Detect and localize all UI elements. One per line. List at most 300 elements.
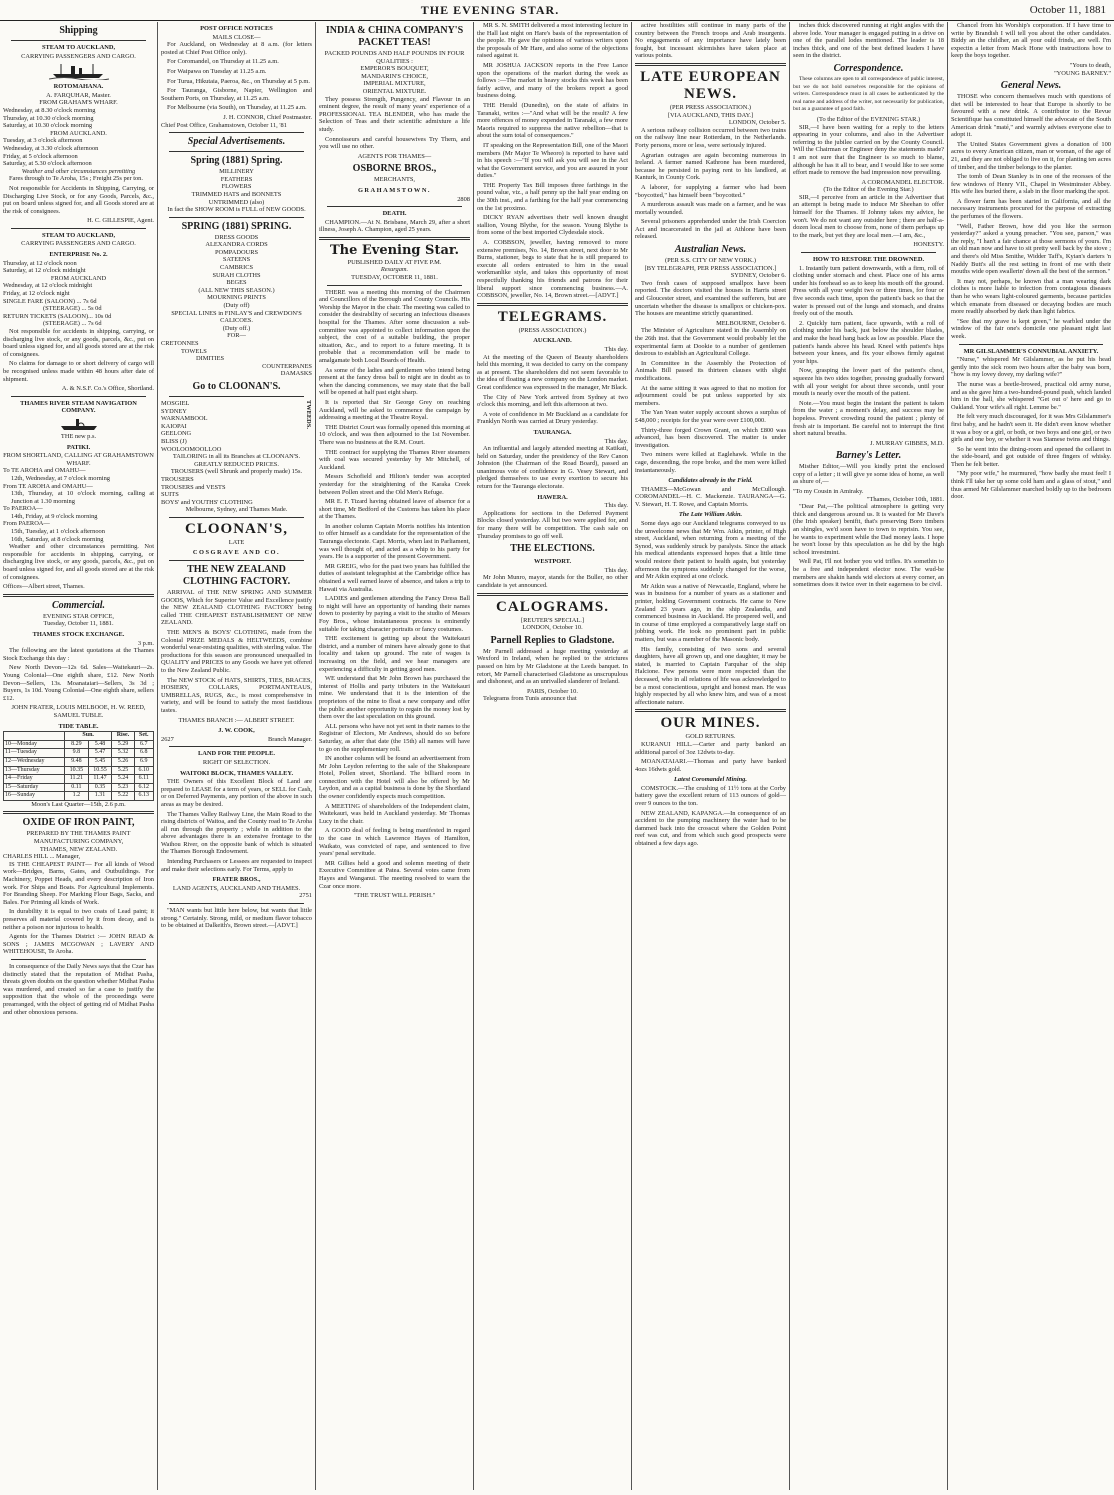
honesty: HONESTY. <box>913 241 944 249</box>
suits: SUITS <box>161 491 179 499</box>
mines-heading: OUR MINES. <box>660 715 761 732</box>
divider <box>11 40 146 41</box>
moon: Moon's Last Quarter—15th, 2.6 p.m. <box>31 800 126 808</box>
po-4: For Turua, Hikutaia, Paeroa, &c., on Thursday at 5 p.m. <box>167 77 310 85</box>
m-2: MOANATAIARI.—Thomas and party have banked 4ozs 16dwts gold. <box>635 758 786 773</box>
tide-cell: 9.8 <box>65 749 89 758</box>
tide-body <box>4 740 154 800</box>
fares: Fares through to Te Aroha, 15s ; Freight 25s per ton. <box>9 175 143 183</box>
nz-text: ARRIVAL of THE NEW SPRING AND SUMMER GOODS, Which for Superior Value and Excellence justify the NEW ZEALAND CLOTHING FACTORY being called THE CHEAPEST ESTABLISHMENT OF NEW ZEALAND. <box>161 589 312 627</box>
a-3: In Committee in the Assembly the Protection of Animals Bill passed its thirteen clauses with slight modifications. <box>635 359 786 382</box>
l-4: A murderous assault was made on a farmer, and he was mortally wounded. <box>635 201 786 216</box>
tea-ref: 2808 <box>457 195 470 203</box>
tea-text: They possess Strength, Pungency, and Flavour in an eminent degree, the result of many years' experience of a PROFESSIONAL TEA BLENDER, who has made the Selection of Teas and their scientific admixture a life study. <box>319 95 470 133</box>
atkin-heading: The Late William Atkin. <box>678 511 743 519</box>
tide-cell: 6.11 <box>134 775 153 784</box>
masthead <box>0 0 1114 21</box>
tweed-item: KAIOPAI <box>161 422 187 430</box>
this-day: This day. <box>604 566 628 574</box>
tide-col-sun: Sun. <box>65 732 112 741</box>
g-2: The United States Government gives a donation of 100 acres to every American citizen, man or woman, of the age of 21, and they are not obliged to live on it, for planting ten acres of timber, and the timber belongs to the planter. <box>951 140 1111 171</box>
a-5: The Yan Yean water supply account shows a surplus of £48,000 ; receipts for the year were over £100,000. <box>635 409 786 424</box>
dep-1: Wednesday, at 8.30 o'clock morning <box>3 106 96 114</box>
tea-heading: INDIA & CHINA COMPANY'S PACKET TEAS! <box>325 25 464 48</box>
tide-cell: 10.55 <box>88 766 112 775</box>
c-1: THAMES—McGowan and McCullough. COROMANDEL—H. C. Mackenzie. TAURANGA—G. V. Stewart, H. T. Rowe, and Captain Morris. <box>635 485 786 508</box>
tide-cell: 5.47 <box>88 749 112 758</box>
patiki: PATIKI. <box>66 443 91 451</box>
branch-row <box>161 736 312 744</box>
b-1: Misther Editor,—Will you kindly print the enclosed copy of a letter ; it will give ye some idea of home, as well as shure of,— <box>793 463 944 486</box>
trimmed: TRIMMED HATS and BONNETS <box>191 190 282 198</box>
tide-col-set: Set. <box>134 732 153 741</box>
tide-row <box>4 775 154 784</box>
barney-heading: Barney's Letter. <box>835 450 902 462</box>
tide-cell: 5.45 <box>88 757 112 766</box>
tide-cell: 14—Friday <box>4 775 65 784</box>
corr-notice: These columns are open to all correspondence of public interest, but we do not hold ourselves responsible for the opinions of writers. Correspondence must in all cases be authenticated by the real name and address of the writer, not necessarily for publication, but as a guarantee of good faith. <box>793 75 944 113</box>
para-10: LADIES and gentlemen attending the Fancy Dress Ball to night will have an opportunity of handing their names down to posterity by paying a visit to the studio of Messrs Foy Bros., whose instantaneous process is eminently suitable for taking character portraits or fancy costumes. <box>319 595 470 633</box>
tide-cell: 10—Monday <box>4 740 65 749</box>
para-4: THE District Court was formally opened this morning at 10 o'clock, and was then adjourned to the 1st November. There was no business at the R.M. Court. <box>319 423 470 446</box>
columns <box>0 22 1114 1490</box>
this-day: This day. <box>604 345 628 353</box>
mens: THE MEN'S & BOYS' CLOTHING, made from the Colonial PRIZE MEDALS & HELTWEEDS, combine wonderful wear-resisting qualities, with sterling value. The productions for this season are pronounced unequalled in QUALITY and PRICES to any Goods we have yet offered to the New Zealand Public. <box>161 629 312 674</box>
single-steerage: (STEERAGE) ... 5s 0d <box>43 305 102 313</box>
goods-item: BEGES <box>226 279 247 287</box>
master: A. FARQUHAR, Master. <box>46 91 111 99</box>
tide-cell: 5.23 <box>112 783 134 792</box>
tea-1: EMPEROR'S BOUQUET, <box>360 65 429 73</box>
l-3: A laborer, for supplying a farmer who had been "boycotted," has himself been "boycotted." <box>635 183 786 199</box>
divider <box>635 63 786 66</box>
a-4: At the same sitting it was agreed to that no motion for adjournment could be put unless supported by six members. <box>635 384 786 407</box>
para-1: active hostilities still continue in many parts of the country between the French troops and Arab insurgents. No engagements of any importance have lately been fought, but incessant skirmishes have taken place at various points. <box>635 22 786 60</box>
goto-cloonans: Go to CLOONAN'S. <box>192 380 281 392</box>
boys: BOYS' and YOUTHS' CLOTHING <box>161 498 253 506</box>
comm-date: Tuesday, October 11, 1881. <box>43 620 114 628</box>
frater: FRATER BROS., <box>212 876 261 884</box>
divider <box>11 396 146 397</box>
received: [VIA AUCKLAND, THIS DAY.] <box>667 111 754 119</box>
tide-cell: 13—Thursday <box>4 766 65 775</box>
tide-cell: 6.13 <box>134 792 153 801</box>
paper-date: TUESDAY, OCTOBER 11, 1881. <box>351 274 438 282</box>
from-auckland: FROM AUCKLAND. <box>50 129 107 137</box>
po-2: For Coromandel, on Thursday at 11.25 a.m. <box>167 58 279 66</box>
waitoki: WAITOKI BLOCK, THAMES VALLEY. <box>179 769 294 777</box>
yours: "Yours to death, <box>1069 61 1111 69</box>
arr-2: Wednesday, at 3.30 o'clock afternoon <box>3 144 99 152</box>
g-9: The nurse was a beetle-browed, practical old army nurse, and as she gave him a two-hundred-pound push, which landed him in the hall, she whispered "Get out o' here and go to Oakland. Your wife's all right. Lemme be." <box>951 380 1111 411</box>
merchants: MERCHANTS, <box>373 176 415 184</box>
for-label: FOR— <box>227 332 246 340</box>
ref2: 2751 <box>299 892 312 900</box>
col3-bottom: "THE TRUST WILL PERISH." <box>353 892 436 900</box>
para-1: THERE was a meeting this morning of the Chairmen and Councillors of the Borough and County Councils. His Worship the Mayor in the chair. The meeting was called to consider the desirability of securing an infectious diseases hospital for the Thames. After some discussion a sub-committee was appointed to collect information upon the subject, the cost of a suitable building, the proper situation, &c., and to report to a future meeting. It is probable that a recommendation will be made to amalgamate both Local Boards of Health. <box>319 288 470 364</box>
ent-notice: Not responsible for accidents in shipping, carrying, or discharging live stock, or any goods, parcels, &c., put on board unless signed for, and all goods stored are at the risk of consignees. <box>3 328 154 358</box>
column-1 <box>0 22 158 1490</box>
masthead-date: October 11, 1881 <box>1029 4 1106 16</box>
this-day: This day. <box>604 502 628 510</box>
tea-2: MANDARIN'S CHOICE, <box>361 72 428 80</box>
patiki-offices: Offices—Albert street, Thames. <box>3 583 85 591</box>
spring-heading: Spring (1881) Spring. <box>190 155 283 167</box>
tide-col-rise: Rise. <box>112 732 134 741</box>
a-7: Two miners were killed at Eaglehawk. While in the cage, descending, the rope broke, and the men were killed instantaneously. <box>635 451 786 474</box>
para-12: WE understand that Mr John Brown has purchased the interest of Hollis and party tributers in the Waitekauri mine. We understand that it is the intention of the proprietors of the mine to float a new company and offer the public another opportunity to regain the money lost by them over the last speculation on this ground. <box>319 675 470 721</box>
a-6: Thirty-three forged Crown Grant, on which £800 was advanced, has been discovered. The matter is under investigation. <box>635 426 786 449</box>
tauranga-heading: TAURANGA. <box>533 428 572 436</box>
patiki-notice: Weather and other circumstances permitting. Not responsible for accidents in shipping, carrying, or discharging live stock, or any goods, parcels, &c., put on board unless signed for, and all goods stored are at the risk of consignees. <box>3 543 154 581</box>
stock-sales: New North Devon—12s 6d. Sales—Waitekauri—2s. Young Colonial—One eighth share, £12. New North Devon—Sellers, 13s. Moanataiari—Sellers, 3s 3d ; Buyers, 1s 10d. Young Colonial—One eighth share, sellers £12. <box>3 664 154 702</box>
column-3 <box>316 22 474 1490</box>
para-1: MR S. N. SMITH delivered a most interesting lecture in the Hall last night on Hare's basis of the representation of the people. He gave the opinions of various writers upon the proposals of Mr Hare, and also some of the objections raised against it. <box>477 22 628 60</box>
showroom: In fact the SHOW ROOM is FULL of NEW GOODS. <box>167 206 306 214</box>
para-1: inches thick discovered running at right angles with the above lode. Your manager is engaged putting in a drive on one of the parallel lodes mentioned. The leader is 18 inches thick, and one of the best defined leaders I have seen in the district. <box>793 22 944 60</box>
l-2: Agrarian outrages are again becoming numerous in Ireland. A farmer named Kathrone has been murdered, because he persisted in paying rent to his landlord, at Kanturk, in County Cork. <box>635 151 786 182</box>
tide-header-row <box>4 732 154 741</box>
para-7: A. COBBSON, jeweller, having removed to more extensive premises, No. 14, Brown street, next door to Mr Burns, stationer, begs to state that he is still prepared to execute all orders entrusted to him in the usual workmanlike style, and takes this opportunity of most respectfully thanking his friends and patrons for their liberal support since commencing business.—A. COBBSON, jeweller, No. 14, Brown street.—[ADVT.] <box>477 239 628 300</box>
land-heading: LAND FOR THE PEOPLE. <box>198 750 275 758</box>
tide-cell: 6.10 <box>134 766 153 775</box>
oxide-place: THAMES, NEW ZEALAND. <box>39 845 118 853</box>
col2-bottom: "MAN wants but little here below, but wants that little strong." Certainly. Strong, mild, or medium flavor tobacco to be obtained at Dalkeith's, Brown street.—[ADVT.] <box>161 907 312 930</box>
m-3: COMSTOCK.—The crushing of 11½ tons at the Corby battery gave the excellent return of 113 ounces of gold—over 9 ounces to the ton. <box>635 784 786 808</box>
new-stock: The NEW STOCK of HATS, SHIRTS, TIES, BRACES, HOSIERY, COLLARS, PORTMANTEAUS, UMBRELLAS, RUGS, &c., is most comprehensive in variety, and will be found to satisfy the most fastidious tastes. <box>161 676 312 714</box>
hawera-heading: HAWERA. <box>537 493 568 501</box>
melb: Melbourne, Sydney, and Thames Made. <box>185 506 288 514</box>
paper-title: The Evening Star. <box>329 242 460 258</box>
po-6: For Melbourne (via South), on Thursday, at 11.25 a.m. <box>167 104 307 112</box>
tide-cell: 8.29 <box>65 740 89 749</box>
col1-bottom: In consequence of the Daily News says that the Czar has distinctly stated that the reputation of Midhat Pasha, threats given doubts on the question whether Midhat Pasha was murdered, and created so far a case to justify the supposition that the whole of the proceedings were prearranged, with the object of getting rid of Midhat Pasha and other obnoxious persons. <box>3 962 154 1016</box>
goods-item: DRESS GOODS <box>214 233 259 241</box>
mourning: MOURNING PRINTS <box>207 294 266 302</box>
flowers: FLOWERS <box>221 183 252 191</box>
para-9: MR GREIG, who for the past two years has fulfilled the duties of assistant telegraphist at the Cambridge office has obtained a well earned leave of absence, and takes a trip to Hawaii via Australia. <box>319 562 470 593</box>
tel-5: Applications for sections in the Deferred Payment Blocks closed yesterday. All but two were applied for, and for many there will be competition. The cash sale on Thursday promises to go off well. <box>477 509 628 540</box>
right: RIGHT OF SELECTION. <box>202 758 271 766</box>
london-dateline: LONDON, October 10. <box>522 624 583 632</box>
arr-1: Tuesday, at 3 o'clock afternoon <box>3 137 83 145</box>
commercial-heading: Commercial. <box>51 599 106 611</box>
column-4 <box>474 22 632 1490</box>
para-3: It is reported that Sir George Grey on reaching Auckland, will be asked to commence the campaign by addressing a meeting at the Theatre Royal. <box>319 398 470 422</box>
para-16: A GOOD deal of feeling is being manifested in regard to the case in which Lawrence Hayes of Hamilton, Waikato, was convicted of rape, and sentenced to five years' penal servitude. <box>319 827 470 858</box>
trousers2: TROUSERS <box>161 475 194 483</box>
b-4: "Dear Pat,—The political atmosphere is getting very thick and dangerous around us. It is wasted for Mr Dave's (the Irish speaker) benifit, that's preserving Boro timbers an shingles, we'd soon have to town to reprisin. You see, he wants to experiment while the Dad money lasts. I hope he won't loose by this speculation as he did by the high school investmint. <box>793 503 944 556</box>
oxide-agents: Agents for the Thames District :— JOHN READ & SONS ; JAMES MCGOWAN ; LAVERY AND WHITEHOUSE, Te Aroha. <box>3 933 154 956</box>
divider <box>169 903 304 904</box>
ent-claims: No claims for damage to or short delivery of cargo will be recognised unless made within 48 hours after date of shipment. <box>3 360 154 383</box>
duty: (Duty off) <box>223 302 250 310</box>
m-1: KURANUI HILL.—Carter and party banked an additional parcel of 3oz 12dwts to-day. <box>635 740 786 756</box>
para-4: IT speaking on the Representation Bill, one of the Maori members (Mr Major Te Wheoro) is reported to have said in his speech :—"If you will ask you will see in the Act what the Government service, and you are assured in your duties." <box>477 141 628 180</box>
po-1: For Auckland, on Wednesday at 8 a.m. (for letters posted at Chief Post Office only). <box>161 41 312 56</box>
tide-cell: 6.8 <box>134 749 153 758</box>
divider <box>3 594 154 597</box>
divider <box>169 132 304 133</box>
late: LATE <box>228 538 245 546</box>
tide-cell: 11—Tuesday <box>4 749 65 758</box>
tel-8: Telegrams from Tunis announce that <box>483 695 577 703</box>
po-5: For Tauranga, Gisborne, Napier, Wellington and Southern Ports, on Thursday, at 11.25 a.m. <box>161 87 312 102</box>
steam2-heading: STEAM TO AUCKLAND, <box>41 231 116 239</box>
corr-1: SIR,—I have been waiting for a reply to the letters appearing in your columns, and also in the Advertiser referring to the jubilee carried on by the County Council. Will the Chairman or Engineer deny the statements made? I am not sure that the Engineer is so much to blame, although he has it all to bear, and I would like to see some effort made to remove the bad impression now prevailing. <box>793 123 944 177</box>
patiki-2: 12th, Wednesday, at 7 o'clock morning <box>11 474 110 482</box>
m-4: NEW ZEALAND, KAPANGA.—In consequence of an accident to the pumping machinery the water had to be dammed back into the crosscut where the Golden Point reef was cut, and from which such good prospects were obtained a few days ago. <box>635 809 786 848</box>
para-6: DICKY RYAN advertises their well known draught stallion, Young Blythe, for the season. Young Blythe is from some of the best imported Clydesdale stock. <box>477 214 628 237</box>
goods-item: SATEENS <box>222 256 251 264</box>
column-5 <box>632 22 790 1490</box>
tide-cell: 5.24 <box>112 775 134 784</box>
g-11: So he went into the dining-room and opened the cellaret in the side-board, and got outside of three fingers of whisky. Then he felt better. <box>951 445 1111 468</box>
tide-row <box>4 766 154 775</box>
corr-2: SIR,—I perceive from an article in the Advertiser that an attempt is being made to induce Mr Sheehan to offer himself for the Thames. If Johnny takes my advice, he won't. We do not want any outsider here ; there are half-a-dozen local men to choose from, none of them perhaps up to the mark, but yet they are local men.—I am, &c., <box>793 193 944 239</box>
divider <box>169 517 304 518</box>
oxide-manager: CHARLES HILL ... Manager, <box>3 853 81 861</box>
dimities: DIMITIES <box>196 355 225 363</box>
tide-cell: 5.29 <box>112 740 134 749</box>
coro-heading: Latest Coromandel Mining. <box>674 776 747 784</box>
special-heading: Special Advertisements. <box>187 136 286 148</box>
tel-3: A vote of confidence in Mr Buckland as a candidate for Franklyn North was carried at Drury yesterday. <box>477 410 628 426</box>
l-5: Several prisoners apprehended under the Irish Coercion Act and incarcerated in the jail at Athlone have been released. <box>635 218 786 241</box>
patiki-4: 13th, Thursday, at 10 o'clock morning, calling at Junction at 1.30 morning <box>11 490 154 505</box>
tweed-item: MOSGIEL <box>161 399 190 407</box>
corr-heading: Correspondence. <box>833 62 904 74</box>
cosgrave: COSGRAVE AND CO. <box>192 549 281 557</box>
waitoki-text2: The Thames Valley Railway Line, the Main Road to the rising districts of Waitoa, and the County road to Te Aroha all run through the property ; while in addition to the above advantages there is an extensive frontage to the Waihou River, on the opposite bank of which is situated the Thames Borough Endowment. <box>161 810 312 856</box>
g-8: "Nurse," whispered Mr Gilslammer, as he put his head gently into the sick room two hours after the baby was born, "how is my lovey dovey, my darling wife?" <box>951 356 1111 379</box>
divider <box>3 811 154 814</box>
patiki-from: FROM SHORTLAND, CALLING AT GRAHAMSTOWN WHARF. <box>3 452 154 467</box>
tide-cell: 6.12 <box>134 783 153 792</box>
divider <box>327 285 462 286</box>
spring2-heading: SPRING (1881) SPRING. <box>181 220 292 232</box>
oxide-text: IS THE CHEAPEST PAINT— For all kinds of Wood work—Bridges, Barns, Gates, and Outbuildings. For Machinery, Poppet Heads, and every description of Iron work. For Ships and Boats. For Agricultural Implements. For Branding Sheep. For Marking Flour Bags, Sacks, and Bales. For Priming all kinds of Work. <box>3 860 154 906</box>
press-association: (PRESS ASSOCIATION.) <box>518 326 587 334</box>
column-6 <box>790 22 948 1490</box>
tide-row <box>4 740 154 749</box>
damasks: DAMASKS <box>280 370 312 378</box>
death-text: CHAMPION.—At N. Brisbane, March 29, after a short illness, Joseph A. Champion, aged 25 years. <box>319 218 470 234</box>
elections-heading: THE ELECTIONS. <box>510 543 595 555</box>
paris-dateline: PARIS, October 10. <box>527 687 578 695</box>
tel-1: At the meeting of the Queen of Beauty shareholders held this morning, it was decided to carry on the company as at present. The shareholders did not seem favorable to the idea of floating a new company on the London market. Great confidence was expressed in the manager, Mr Black. <box>477 353 628 391</box>
tide-row <box>4 749 154 758</box>
tide-cell: 11.21 <box>65 775 89 784</box>
london-dateline: LONDON, October 5. <box>728 119 786 127</box>
goods-item: ALEXANDRA CORDS <box>205 241 268 249</box>
auckland-heading: AUCKLAND. <box>533 337 572 345</box>
tel-6: Mr John Munro, mayor, stands for the Buller, no other candidate is yet announced. <box>477 574 628 589</box>
divider <box>477 303 628 306</box>
column-2 <box>158 22 316 1490</box>
millinery: MILLINERY <box>219 168 254 176</box>
cretonnes: CRETONNES <box>161 340 199 347</box>
tide-cell: 6.9 <box>134 757 153 766</box>
westport-heading: WESTPORT. <box>533 558 572 566</box>
dep-2: Thursday, at 10.30 o'clock morning <box>3 114 94 122</box>
tweeds-block <box>161 400 312 453</box>
g-3: The tomb of Dean Stanley is in one of the recesses of the few windows of Henry VII., Chapel in Westminster Abbey. His wife lies buried there, a slab in the floor marking the spot. <box>951 173 1111 196</box>
divider <box>169 396 304 397</box>
press: (PER PRESS ASSOCIATION.) <box>669 103 752 111</box>
goods-item: POMPADOURS <box>214 248 259 256</box>
po-3: For Waipawa on Tuesday at 11.25 a.m. <box>167 67 267 75</box>
po-heading: POST OFFICE NOTICES <box>200 25 273 32</box>
tide-cell: 16—Sunday <box>4 792 65 801</box>
patiki-3: From TE AROHA and OMAHU— <box>3 482 93 490</box>
column-7 <box>948 22 1114 1490</box>
divider <box>635 709 786 712</box>
brokers: JOHN FRATER, LOUIS MELBOOE, H. W. REED, SAMUEL TUBLE. <box>11 704 146 719</box>
goods-item: SURAH CLOTHS <box>212 271 261 279</box>
g-5: "Well, Father Brown, how did you like the sermon yesterday?" asked a young preacher. "You see, parson," was the reply, "I han't a fair chance at those sermons of yours. I'm an old man now and have to sit pretty well back by the stove ; and there's old Miss Smithe, Widder Taff's, Kyian's darters 'n Naddy Butt's all the rest setting in front of me with their mouths wide open swallerin' down all the best of the sermon." <box>951 222 1111 276</box>
tide-cell: 9.48 <box>65 757 89 766</box>
divider <box>169 217 304 218</box>
notice: Not responsible for Accidents in Shipping, Carrying, or Discharging Live Stock, or for any Goods, Parcels, &c., put on board unless signed for, and all Goods stored are at the risk of consignees. <box>3 184 154 215</box>
osborne: OSBORNE BROS., <box>352 163 437 175</box>
arr-3: Friday, at 5 o'clock afternoon <box>3 152 78 160</box>
r-3: Now, grasping the lower part of the patient's chest, squeeze his two sides together, pressing gradually forward with all your weight for about three seconds, until your mouth is nearly over the mouth of the patient. <box>793 367 944 398</box>
trousers3: TROUSERS and VESTS <box>161 483 226 491</box>
divider <box>11 228 146 229</box>
para-2: As some of the ladies and gentlemen who intend being present at the fancy dress ball to night are in doubt as to when the dancing commences, we may state that the ball will be opened at half past eight sharp. <box>319 366 470 397</box>
para-14: IN another column will be found an advertisement from Mr John Leydon referring to the sale of the Shakespeare Hotel, Pollen street, Shortland. The billiard room in connection with the Hotel will also be offered by Mr Leydon, and as a capital business is done by the Shortland the owner confidently expects much competition. <box>319 755 470 801</box>
agent: H. C. GILLESPIE, Agent. <box>87 217 154 225</box>
per-ship: (PER S.S. CITY OF NEW YORK.) <box>664 257 756 265</box>
australian-heading: Australian News. <box>674 244 747 256</box>
tailoring: TAILORING in all its Branches at CLOONAN'S. <box>172 453 301 461</box>
telegrams-heading: TELEGRAMS. <box>497 308 608 325</box>
waitoki-text3: Intending Purchasers or Lessees are requested to inspect and make their selections early. For Terms, apply to <box>161 858 312 873</box>
g-1: THOSE who concern themselves much with questions of diet will be interested to hear that Europe is shortly to be favoured with a new drink. A contributor to the Revue Scientifique has constituted himself the advocate of the South American drink "maté," and warmly advises everyone else to adopt it. <box>951 93 1111 139</box>
divider <box>959 344 1103 345</box>
parnell-heading: Parnell Replies to Gladstone. <box>490 634 615 646</box>
gibbes: J. MURRAY GIBBES, M.D. <box>870 439 944 447</box>
tea-text2: Connoisseurs and careful housewives Try Them, and you will use no other. <box>319 135 470 151</box>
a-1: Two fresh cases of supposed smallpox have been reported. The doctors visited the houses in Harris street and Gloucester street, and examined the sufferers, but are uncertain whether the disease is smallpox or chicken-pox. The houses are meantime strictly quarantined. <box>635 279 786 318</box>
ent-2: Saturday, at 12 o'clock midnight <box>3 267 86 275</box>
para-5: THE Property Tax Bill imposes three farthings in the pound value, viz., a half penny up the half year ending on the 30th inst., and a farthing for the half year commencing on the 1st proximo. <box>477 181 628 212</box>
steam2-sub: CARRYING PASSENGERS AND CARGO. <box>21 240 136 248</box>
tide-cell: 5.26 <box>112 757 134 766</box>
young-barney: "YOUNG BARNEY." <box>1054 69 1111 77</box>
branch-mgr: Branch Manager. <box>267 735 312 743</box>
w-3: His family, consisting of two sons and several daughters, have all grown up, and one daughter, it may be stated, is married to Captain Farquhar of the ship Halcione. Few persons were more respected than the deceased, who in all relations of life was acknowledged to be a most conscientious, upright and honest man. He was highly respected by all who knew him, and was of a most affectionate nature. <box>635 645 786 706</box>
divider <box>11 959 146 960</box>
tide-cell: 5.22 <box>112 792 134 801</box>
late-european-heading: LATE EUROPEAN NEWS. <box>640 68 781 102</box>
general-heading: General News. <box>1000 80 1062 92</box>
cities-list <box>161 400 304 453</box>
tide-cell: 6.7 <box>134 740 153 749</box>
stock-heading: THAMES STOCK EXCHANGE. <box>32 631 125 638</box>
divider <box>801 252 936 253</box>
ent-1: Thursday, at 12 o'clock noon <box>3 259 77 267</box>
para-3: THE Herald (Dunedin), on the state of affairs in Taranaki, writes :—"And what will be the result? A few more offences of money expended in Taranaki, a few more Maoris required to suppress the native rebellion—that is about the sum total of consequences." <box>477 101 628 140</box>
para-2: MR JOSHUA JACKSON reports in the Free Lance upon the operations of the market during the week as follows :—The market in heavy stocks this week has been fairly active, and many of the brokers report a good business doing. <box>477 61 628 100</box>
para-6: Messrs Schofield and Hilton's tender was accepted yesterday for the straightening of the Karaka Creek between Pollen street and the Old Men's Refuge. <box>319 473 470 496</box>
w-2: Mr Atkin was a native of Newcastle, England, where he was in business for a number of years as a stationer and printer, holding Government contracts. He came to New Zealand 23 years ago, in the ship Zealandia, and commenced business in Auckland. He prospered well, and in course of time employed a comparatively large staff on jobbing work. He took no prominent part in public matters, but was a member of the Masonic body. <box>635 582 786 643</box>
tide-heading: TIDE TABLE. <box>58 722 99 730</box>
ent-agent: A. & N.S.F. Co.'s Office, Shortland. <box>61 385 154 393</box>
melb-dateline: MELBOURNE, October 6. <box>716 319 786 327</box>
enterprise: ENTERPRISE No. 2. <box>49 251 108 259</box>
tel-4: An influential and largely attended meeting at Katikati, held on Saturday, under the presidency of the Rev Canon Johnston (the Chairman of the Road Board), passed an unanimous vote of confidence in G. Vesey Stewart, and pledged themselves to use every exertion to secure his return for the Tauranga electorate. <box>477 445 628 491</box>
reuter: [REUTER'S SPECIAL.] <box>521 616 584 624</box>
mails-close: MAILS CLOSE— <box>212 33 261 41</box>
patiki-7: From PAEROA— <box>3 520 50 528</box>
steamship-icon <box>49 62 109 80</box>
goods-item: CAMBRICS <box>219 264 254 272</box>
duty2: (Duty off.) <box>222 324 251 332</box>
tide-cell: 15—Saturday <box>4 783 65 792</box>
tide-cell: 5.32 <box>112 749 134 758</box>
patiki-8: 15th, Tuesday, at 1 o'clock afternoon <box>11 528 105 536</box>
sydney-dateline: SYDNEY, October 6. <box>730 272 786 280</box>
para-17: MR Gillies held a good and solemn meeting of their Executive Committee at Patea. Several votes came from Hayes and Wanganui. The meeting resolved to warn the Czar once more. <box>319 859 470 890</box>
weather-note: Weather and other circumstances permitting <box>21 167 136 175</box>
para-11: THE excitement is getting up about the Waitekauri district, and a number of miners have already gone to that locality and taken up ground. The rate of wages is increasing on the field, and we hear managers are experiencing a difficulty in getting good men. <box>319 635 470 673</box>
tweeds-label: TWEEDS. <box>305 399 312 429</box>
new-pa: THE new p.s. <box>60 432 97 440</box>
tide-cell: 0.35 <box>88 783 112 792</box>
stock-text: The following are the latest quotations at the Thames Stock Exchange this day : <box>3 647 154 662</box>
star-office: EVENING STAR OFFICE, <box>42 612 115 620</box>
frater-addr: LAND AGENTS, AUCKLAND AND THAMES. <box>172 884 301 892</box>
cloonans: CLOONAN'S, <box>185 520 288 537</box>
grahamstown: GRAHAMSTOWN. <box>357 186 432 194</box>
tide-row <box>4 757 154 766</box>
tel-2: The City of New York arrived from Sydney at two o'clock this morning, and left this afternoon at two. <box>477 393 628 409</box>
para-13: ALL persons who have not yet sent in their names to the Registrar of Electors, Mr Andrews, should do so before Saturday, as after that date (the 15th) all names will have to go on the supplementary roll. <box>319 722 470 753</box>
para-5: THE contract for supplying the Thames River steamers with coal was secured yesterday by Mr Mitchell, of Auckland. <box>319 448 470 471</box>
river-heading: THAMES RIVER STEAM NAVIGATION COMPANY. <box>20 399 137 415</box>
patiki-9: 16th, Saturday, at 8 o'clock morning <box>11 535 104 543</box>
goods-list <box>161 234 312 287</box>
divider <box>169 560 304 561</box>
divider <box>477 593 628 596</box>
to-editor2: (To the Editor of the Evening Star.) <box>823 186 914 194</box>
tweed-item: WOOLOOMOOLLOO <box>161 445 222 453</box>
ent-from: FROM AUCKLAND <box>50 274 107 282</box>
shipping-heading: Shipping <box>59 25 98 36</box>
tide-row <box>4 783 154 792</box>
special-lines: SPECIAL LINES in FINLAY'S and CREWDON'S CALICOES. <box>171 309 302 325</box>
tea-3: IMPERIAL MIXTURE, <box>363 80 426 88</box>
para-8: In another column Captain Morris notifies his intention to offer himself as a candidate for the representation of the Tauranga electorate. Capt. Morris, when last in Parliament, was well thought of, and acted as a whip to his party for years. He is a supporter of the present Government. <box>319 522 470 561</box>
steam-heading: STEAM TO AUCKLAND, <box>41 44 116 51</box>
to-editor: (To the Editor of the EVENING STAR.) <box>816 115 921 123</box>
return-steerage: (STEERAGE) ... 7s 6d <box>43 320 102 328</box>
b-5: Well Pat, I'll not bother you wid trifles. It's somethin to be a free and independent elector now. The wud-be members are shakin hands wid electors at every corner, an sometimes does it twice over in their eagerness to be civil. <box>793 558 944 589</box>
elector: A COROMANDEL ELECTOR. <box>861 178 944 186</box>
tweed-item: BLISS (J) <box>161 437 187 445</box>
masthead-title: THE EVENING STAR. <box>420 2 560 17</box>
tide-row <box>4 792 154 801</box>
patiki-1: To TE AROHA and OMAHU— <box>3 467 86 475</box>
this-day: This day. <box>604 437 628 445</box>
l-1: A serious railway collision occurred between two trains on the railway line near Rotterdam, in the Netherlands. Forty persons, more or less, were seriously injured. <box>635 126 786 149</box>
oxide-heading: OXIDE OF IRON PAINT, <box>22 817 135 829</box>
arr-4: Saturday, at 5.30 o'clock afternoon <box>3 160 92 168</box>
tea-agents: AGENTS FOR THAMES— <box>357 152 432 160</box>
tweed-item: SYDNEY <box>161 407 187 415</box>
